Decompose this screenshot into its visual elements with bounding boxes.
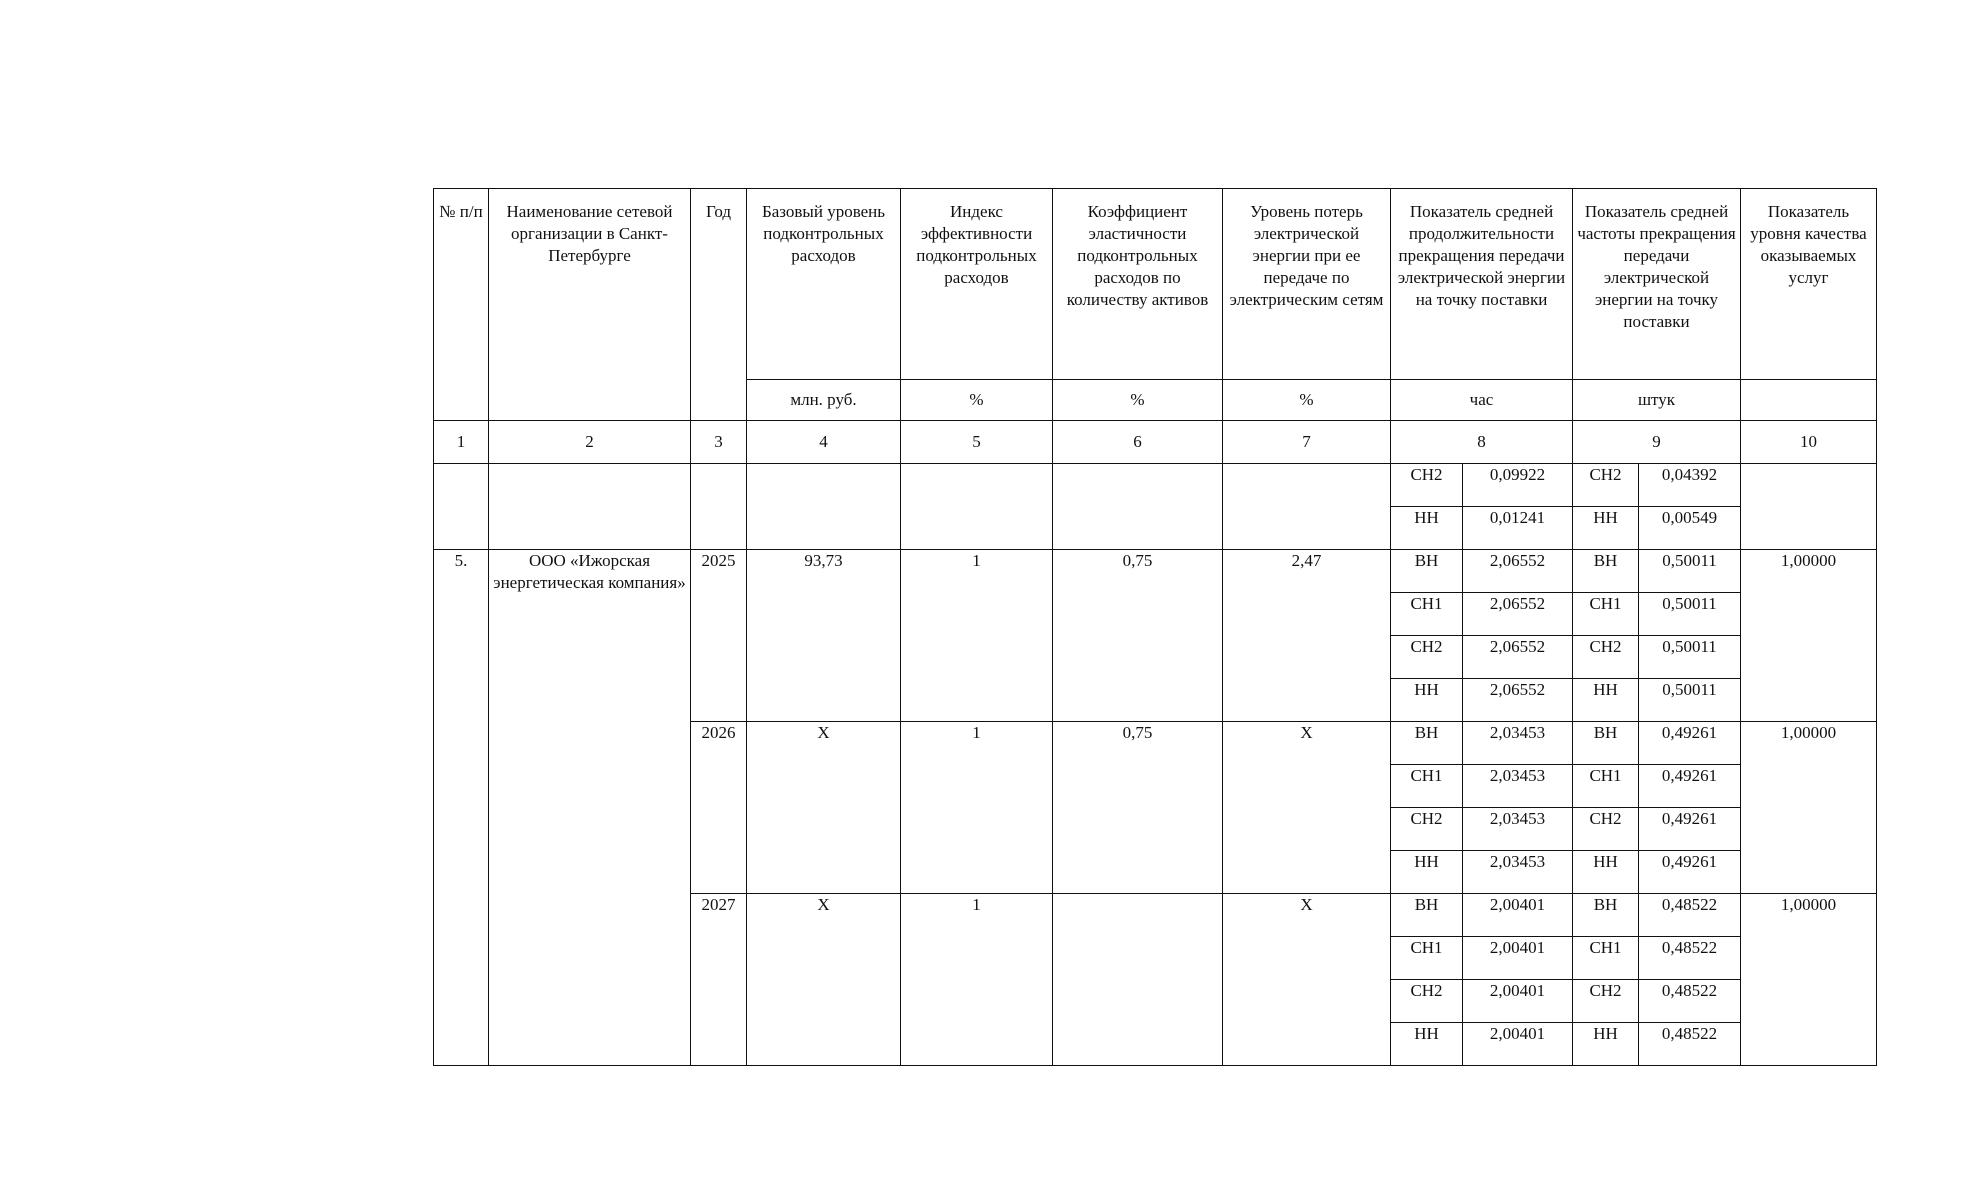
voltage-level: СН1 (1391, 593, 1463, 636)
voltage-level: СН2 (1573, 636, 1639, 679)
carry-name (489, 464, 691, 550)
voltage-level: НН (1573, 679, 1639, 722)
duration-value: 2,03453 (1463, 765, 1573, 808)
row-number: 5. (434, 550, 489, 1066)
voltage-level: НН (1391, 851, 1463, 894)
frequency-value: 0,49261 (1639, 808, 1741, 851)
frequency-value: 0,49261 (1639, 722, 1741, 765)
org-name: ООО «Ижорская энергетическая компания» (489, 550, 691, 1066)
column-numbers-row (434, 421, 1877, 464)
base-level-value: 93,73 (747, 550, 901, 722)
duration-value: 2,06552 (1463, 679, 1573, 722)
voltage-level: СН2 (1573, 464, 1639, 507)
elasticity-coef-value: 0,75 (1053, 722, 1223, 894)
base-level-value: X (747, 894, 901, 1066)
header-efficiency-index: Индекс эффективности подконтрольных расходов (901, 189, 1053, 380)
voltage-level: СН1 (1391, 937, 1463, 980)
voltage-level: СН2 (1391, 636, 1463, 679)
quality-value: 1,00000 (1741, 550, 1877, 722)
voltage-level: ВН (1573, 550, 1639, 593)
column-number: 5 (901, 421, 1053, 464)
voltage-level: ВН (1573, 894, 1639, 937)
header-num: № п/п (434, 189, 489, 421)
table-row (434, 550, 1877, 593)
voltage-level: СН2 (1391, 808, 1463, 851)
voltage-level: НН (1573, 1023, 1639, 1066)
header-duration: Показатель средней продолжительности прекращения передачи электрической энергии на точку поставки (1391, 189, 1573, 380)
header-year: Год (691, 189, 747, 421)
duration-value: 0,01241 (1463, 507, 1573, 550)
voltage-level: НН (1391, 1023, 1463, 1066)
quality-value: 1,00000 (1741, 722, 1877, 894)
frequency-value: 0,48522 (1639, 1023, 1741, 1066)
voltage-level: ВН (1391, 550, 1463, 593)
frequency-value: 0,48522 (1639, 937, 1741, 980)
header-org-name: Наименование сетевой организации в Санкт-Петербурге (489, 189, 691, 421)
voltage-level: ВН (1391, 894, 1463, 937)
elasticity-coef-value: 0,75 (1053, 550, 1223, 722)
column-number: 4 (747, 421, 901, 464)
quality-value: 1,00000 (1741, 894, 1877, 1066)
efficiency-index-value: 1 (901, 722, 1053, 894)
carry-num (434, 464, 489, 550)
frequency-value: 0,50011 (1639, 636, 1741, 679)
carry-base (747, 464, 901, 550)
voltage-level: СН2 (1573, 808, 1639, 851)
carry-coef (1053, 464, 1223, 550)
unit-efficiency-index: % (901, 380, 1053, 421)
column-number: 10 (1741, 421, 1877, 464)
frequency-value: 0,50011 (1639, 679, 1741, 722)
header-row (434, 189, 1877, 380)
frequency-value: 0,50011 (1639, 593, 1741, 636)
header-base-level: Базовый уровень подконтрольных расходов (747, 189, 901, 380)
loss-level-value: X (1223, 894, 1391, 1066)
base-level-value: X (747, 722, 901, 894)
voltage-level: СН2 (1573, 980, 1639, 1023)
column-number: 2 (489, 421, 691, 464)
unit-loss-level: % (1223, 380, 1391, 421)
frequency-value: 0,49261 (1639, 765, 1741, 808)
header-frequency: Показатель средней частоты прекращения передачи электрической энергии на точку поставки (1573, 189, 1741, 380)
voltage-level: НН (1573, 507, 1639, 550)
duration-value: 2,00401 (1463, 1023, 1573, 1066)
unit-frequency: штук (1573, 380, 1741, 421)
column-number: 6 (1053, 421, 1223, 464)
elasticity-coef-value (1053, 894, 1223, 1066)
voltage-level: ВН (1391, 722, 1463, 765)
carry-year (691, 464, 747, 550)
unit-base-level: млн. руб. (747, 380, 901, 421)
table-row (434, 464, 1877, 507)
duration-value: 2,06552 (1463, 550, 1573, 593)
voltage-level: ВН (1573, 722, 1639, 765)
frequency-value: 0,48522 (1639, 894, 1741, 937)
carry-loss (1223, 464, 1391, 550)
voltage-level: НН (1391, 507, 1463, 550)
efficiency-index-value: 1 (901, 550, 1053, 722)
header-quality: Показатель уровня качества оказываемых услуг (1741, 189, 1877, 380)
header-loss-level: Уровень потерь электрической энергии при ее передаче по электрическим сетям (1223, 189, 1391, 380)
frequency-value: 0,49261 (1639, 851, 1741, 894)
year-cell: 2025 (691, 550, 747, 722)
duration-value: 2,06552 (1463, 636, 1573, 679)
column-number: 8 (1391, 421, 1573, 464)
duration-value: 2,03453 (1463, 808, 1573, 851)
carry-quality (1741, 464, 1877, 550)
carry-index (901, 464, 1053, 550)
year-cell: 2026 (691, 722, 747, 894)
tariff-parameters-table (433, 188, 1877, 1066)
voltage-level: СН2 (1391, 980, 1463, 1023)
duration-value: 2,00401 (1463, 937, 1573, 980)
voltage-level: СН1 (1573, 937, 1639, 980)
duration-value: 2,00401 (1463, 894, 1573, 937)
unit-quality (1741, 380, 1877, 421)
header-elasticity-coef: Коэффициент эластичности подконтрольных расходов по количеству активов (1053, 189, 1223, 380)
duration-value: 2,06552 (1463, 593, 1573, 636)
unit-duration: час (1391, 380, 1573, 421)
column-number: 1 (434, 421, 489, 464)
duration-value: 2,03453 (1463, 722, 1573, 765)
voltage-level: СН2 (1391, 464, 1463, 507)
duration-value: 2,03453 (1463, 851, 1573, 894)
efficiency-index-value: 1 (901, 894, 1053, 1066)
frequency-value: 0,00549 (1639, 507, 1741, 550)
duration-value: 2,00401 (1463, 980, 1573, 1023)
column-number: 7 (1223, 421, 1391, 464)
frequency-value: 0,48522 (1639, 980, 1741, 1023)
voltage-level: НН (1573, 851, 1639, 894)
voltage-level: НН (1391, 679, 1463, 722)
unit-elasticity-coef: % (1053, 380, 1223, 421)
column-number: 9 (1573, 421, 1741, 464)
loss-level-value: X (1223, 722, 1391, 894)
column-number: 3 (691, 421, 747, 464)
frequency-value: 0,50011 (1639, 550, 1741, 593)
voltage-level: СН1 (1391, 765, 1463, 808)
frequency-value: 0,04392 (1639, 464, 1741, 507)
voltage-level: СН1 (1573, 593, 1639, 636)
loss-level-value: 2,47 (1223, 550, 1391, 722)
year-cell: 2027 (691, 894, 747, 1066)
duration-value: 0,09922 (1463, 464, 1573, 507)
voltage-level: СН1 (1573, 765, 1639, 808)
